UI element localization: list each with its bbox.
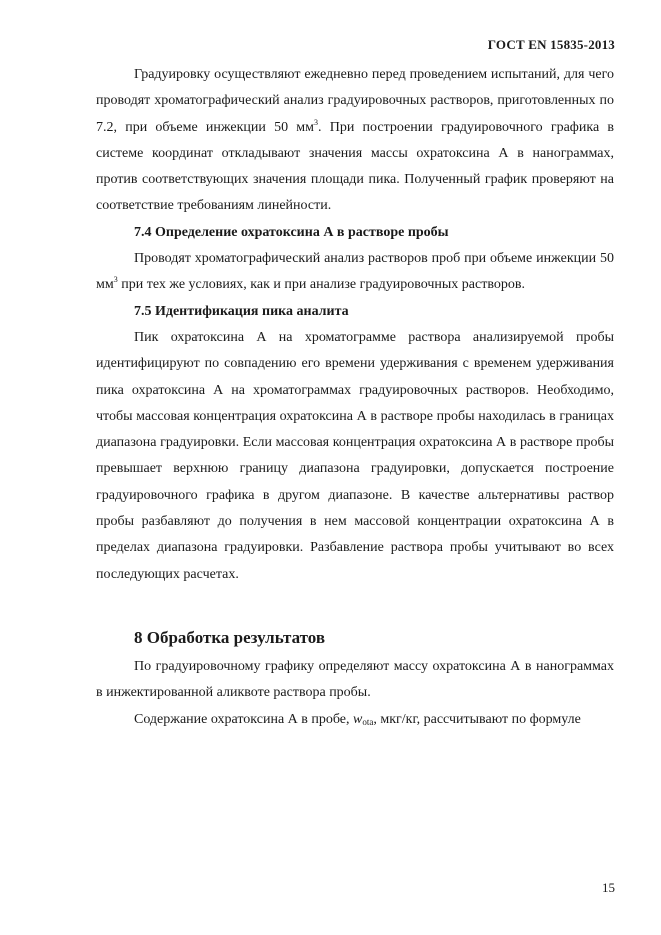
section-7-5-heading: 7.5 Идентификация пика аналита: [134, 303, 349, 319]
section-7-5-paragraph: Пик охратоксина А на хроматограмме раствора анализируемой пробы идентифицируют по совпадению его времени удерживания с временем удерживания пика охратоксина А на хроматограммах градуировочных растворов. Необходимо, чтобы массовая концентрация охратоксина А в растворе пробы находилась в границах диапазона градуировки. Если массовая концентрация охратоксина А в растворе пробы превышает верхнюю границу диапазона градуировки, допускается построение градуировочного графика в другом диапазоне. В качестве альтернативы раствор пробы разбавляют до получения в нем массовой концентрации охратоксина А в пределах диапазона градуировки. Разбавление раствора пробы учитывают во всех последующих расчетах.: [96, 329, 614, 582]
variable-subscript: ota: [362, 716, 374, 727]
section-8-paragraph-2: Содержание охратоксина А в пробе, $w_{ota}$, мкг/кг, рассчитывают по формуле: [134, 711, 581, 727]
variable-w: w: [353, 711, 363, 727]
document-standard-header: ГОСТ EN 15835-2013: [487, 37, 615, 52]
calibration-paragraph: Градуировку осуществляют ежедневно перед проведением испытаний, для чего проводят хроматографический анализ градуировочных растворов, приготовленных по 7.2, при объеме инжекции 50 $мм^3$. При построении градуировочного графика в системе координат откладывают значения массы охратоксина А в нанограммах, против соответствующих значения площади пика. Полученный график проверяют на соответствие требованиям линейности.: [96, 67, 614, 214]
page-number: 15: [602, 880, 615, 895]
section-8-heading: 8 Обработка результатов: [134, 627, 326, 647]
cubic-superscript: 3: [113, 275, 118, 285]
cubic-superscript: 3: [314, 117, 319, 127]
section-7-4-heading: 7.4 Определение охратоксина А в растворе пробы: [134, 224, 449, 240]
section-7-4-paragraph: Проводят хроматографический анализ растворов проб при объеме инжекции 50 $мм^3$ при тех же условиях, как и при анализе градуировочных растворов.: [96, 251, 614, 293]
document-body: [96, 62, 614, 733]
section-8-paragraph-1: По градуировочному графику определяют массу охратоксина А в нанограммах в инжектированной аликвоте раствора пробы.: [96, 658, 614, 701]
